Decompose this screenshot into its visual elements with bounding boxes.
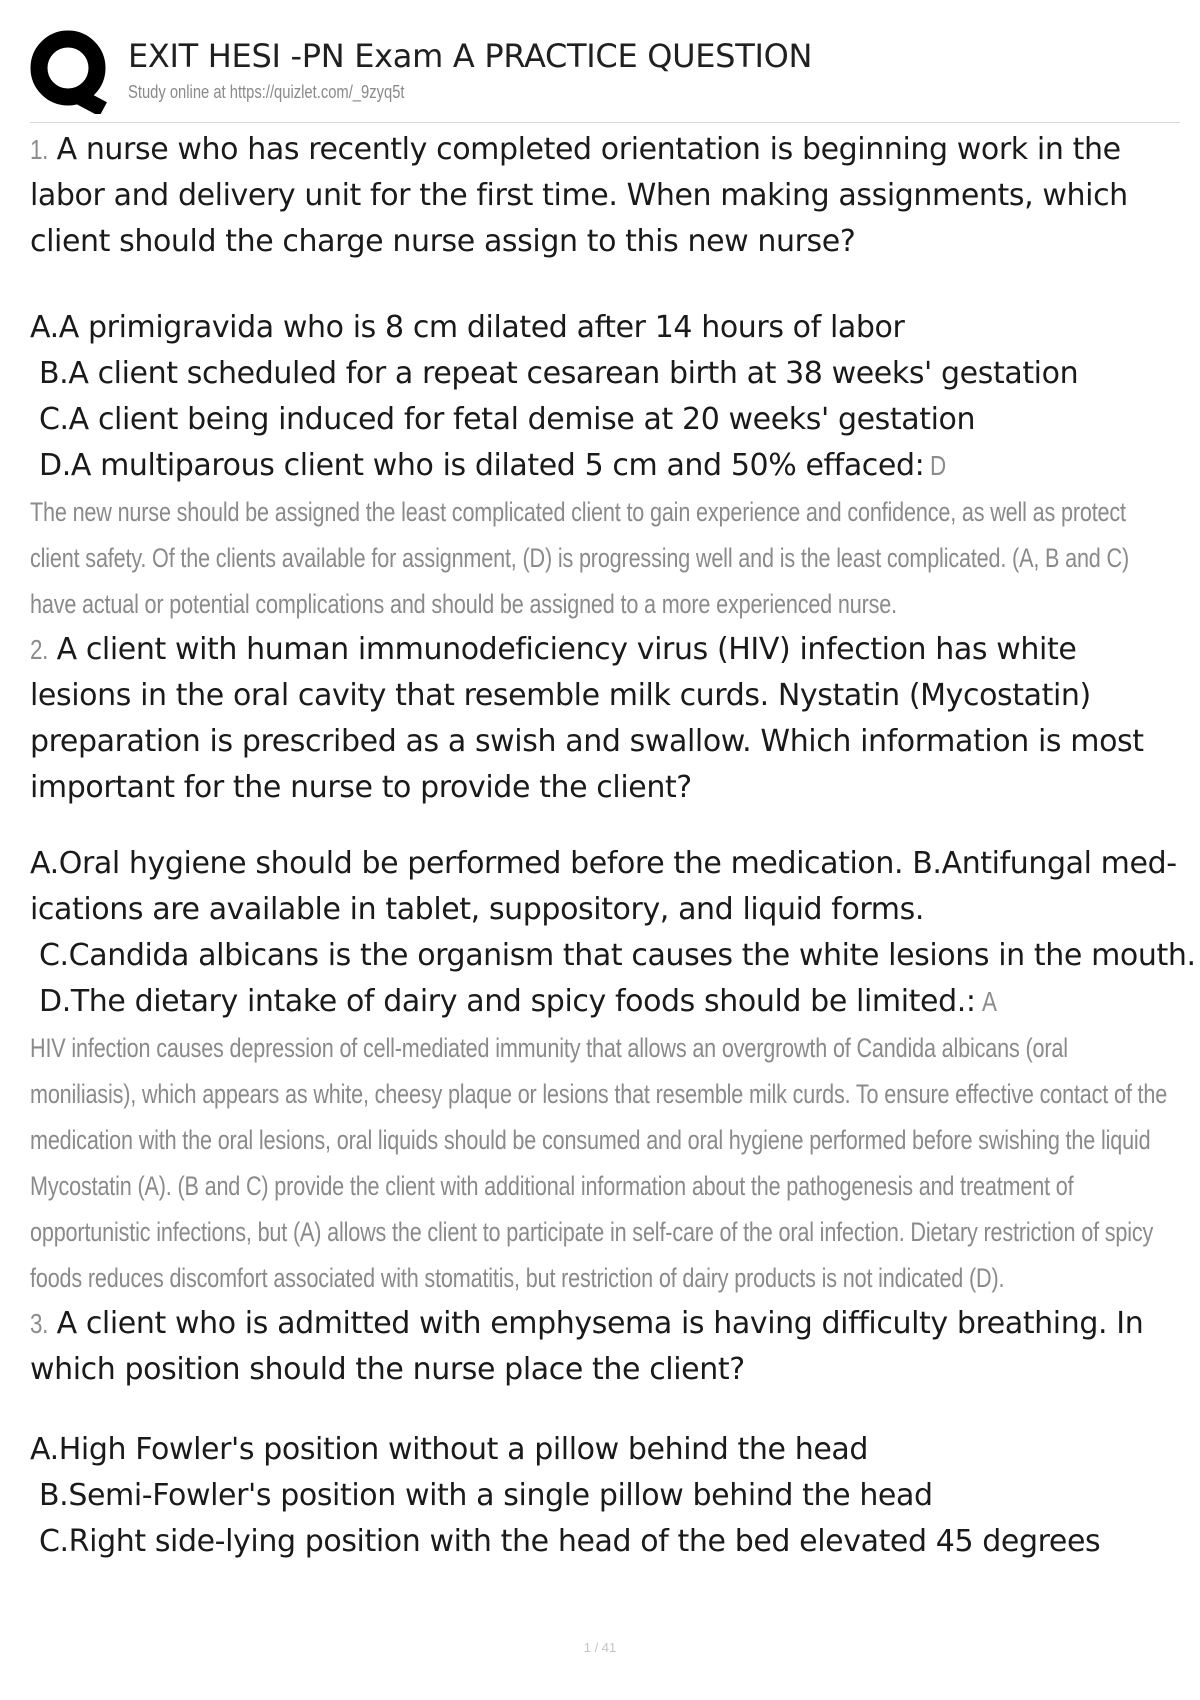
question-1-number: 1. bbox=[30, 134, 49, 165]
question-2-option-c: C.Candida albicans is the organism that causes the white lesions in the mouth. bbox=[39, 938, 1196, 973]
question-1-text: 1. A nurse who has recently completed orientation is beginning work in the labor and delivery unit for the first time. When making assignments, which client should the charge nurse assign to this new nurse? bbox=[30, 127, 1180, 265]
question-2-number: 2. bbox=[30, 634, 49, 665]
study-online-link[interactable]: Study online at https://quizlet.com/_9zyq5t bbox=[128, 82, 405, 102]
page-indicator: 1 / 41 bbox=[583, 1640, 617, 1655]
question-3-option-a: A.High Fowler's position without a pillow behind the head bbox=[30, 1432, 869, 1467]
document-header bbox=[30, 28, 1180, 123]
question-2 bbox=[30, 627, 1196, 1301]
question-1-explanation: The new nurse should be assigned the least complicated client to gain experience and confidence, as well as protect client safety. Of the clients available for assignment, (D) is progressing well and is the least complicated. (A, B and C) have actual or potential complications and should be assigned to a more experienced nurse. bbox=[30, 497, 1129, 619]
question-2-text: 2. A client with human immunodeficiency virus (HIV) infection has white lesions in the oral cavity that resemble milk curds. Nystatin (Mycostatin) preparation is prescribed as a swish and swallow. Which information is most important for the nurse to provide the client? bbox=[30, 627, 1180, 811]
question-2-explanation: HIV infection causes depression of cell-mediated immunity that allows an overgrowth of Candida albicans (oral moniliasis), which appears as white, cheesy plaque or lesions that resemble milk curds. To ensure effective contact of the medication with the oral lesions, oral liquids should be consumed and oral hygiene performed before swishing the liquid Mycostatin (A). (B and C) provide the client with additional information about the pathogenesis and treatment of opportunistic infections, but (A) allows the client to participate in self-care of the oral infection. Dietary restriction of spicy foods reduces discomfort associated with stomatitis, but restriction of dairy products is not indicated (D). bbox=[30, 1033, 1168, 1293]
question-2-option-d: D.The dietary intake of dairy and spicy foods should be limited.: A bbox=[30, 979, 1180, 1025]
document-page bbox=[30, 28, 1196, 1565]
question-3-option-b: B.Semi-Fowler's position with a single pillow behind the head bbox=[39, 1478, 933, 1513]
question-2-answer: A bbox=[981, 986, 997, 1017]
question-2-option-a-b: A.Oral hygiene should be performed before the medication. B.Antifungal med-ications are available in tablet, suppository, and liquid forms. bbox=[30, 846, 1177, 927]
question-1-option-c: C.A client being induced for fetal demise at 20 weeks' gestation bbox=[39, 402, 976, 437]
question-1-option-d: D.A multiparous client who is dilated 5 cm and 50% effaced: D bbox=[30, 443, 1180, 489]
question-3-option-c: C.Right side-lying position with the head of the bed elevated 45 degrees bbox=[39, 1524, 1101, 1559]
question-1-option-b: B.A client scheduled for a repeat cesarean birth at 38 weeks' gestation bbox=[39, 356, 1079, 391]
question-3-text: 3. A client who is admitted with emphysema is having difficulty breathing. In which position should the nurse place the client? bbox=[30, 1301, 1180, 1393]
question-3 bbox=[30, 1301, 1180, 1565]
quizlet-q-logo-icon bbox=[30, 28, 110, 114]
question-1-answer: D bbox=[930, 450, 947, 481]
question-1 bbox=[30, 127, 1180, 627]
question-3-number: 3. bbox=[30, 1308, 49, 1339]
document-title: EXIT HESI -PN Exam A PRACTICE QUESTION bbox=[128, 37, 813, 75]
question-1-option-a: A.A primigravida who is 8 cm dilated after 14 hours of labor bbox=[30, 310, 905, 345]
